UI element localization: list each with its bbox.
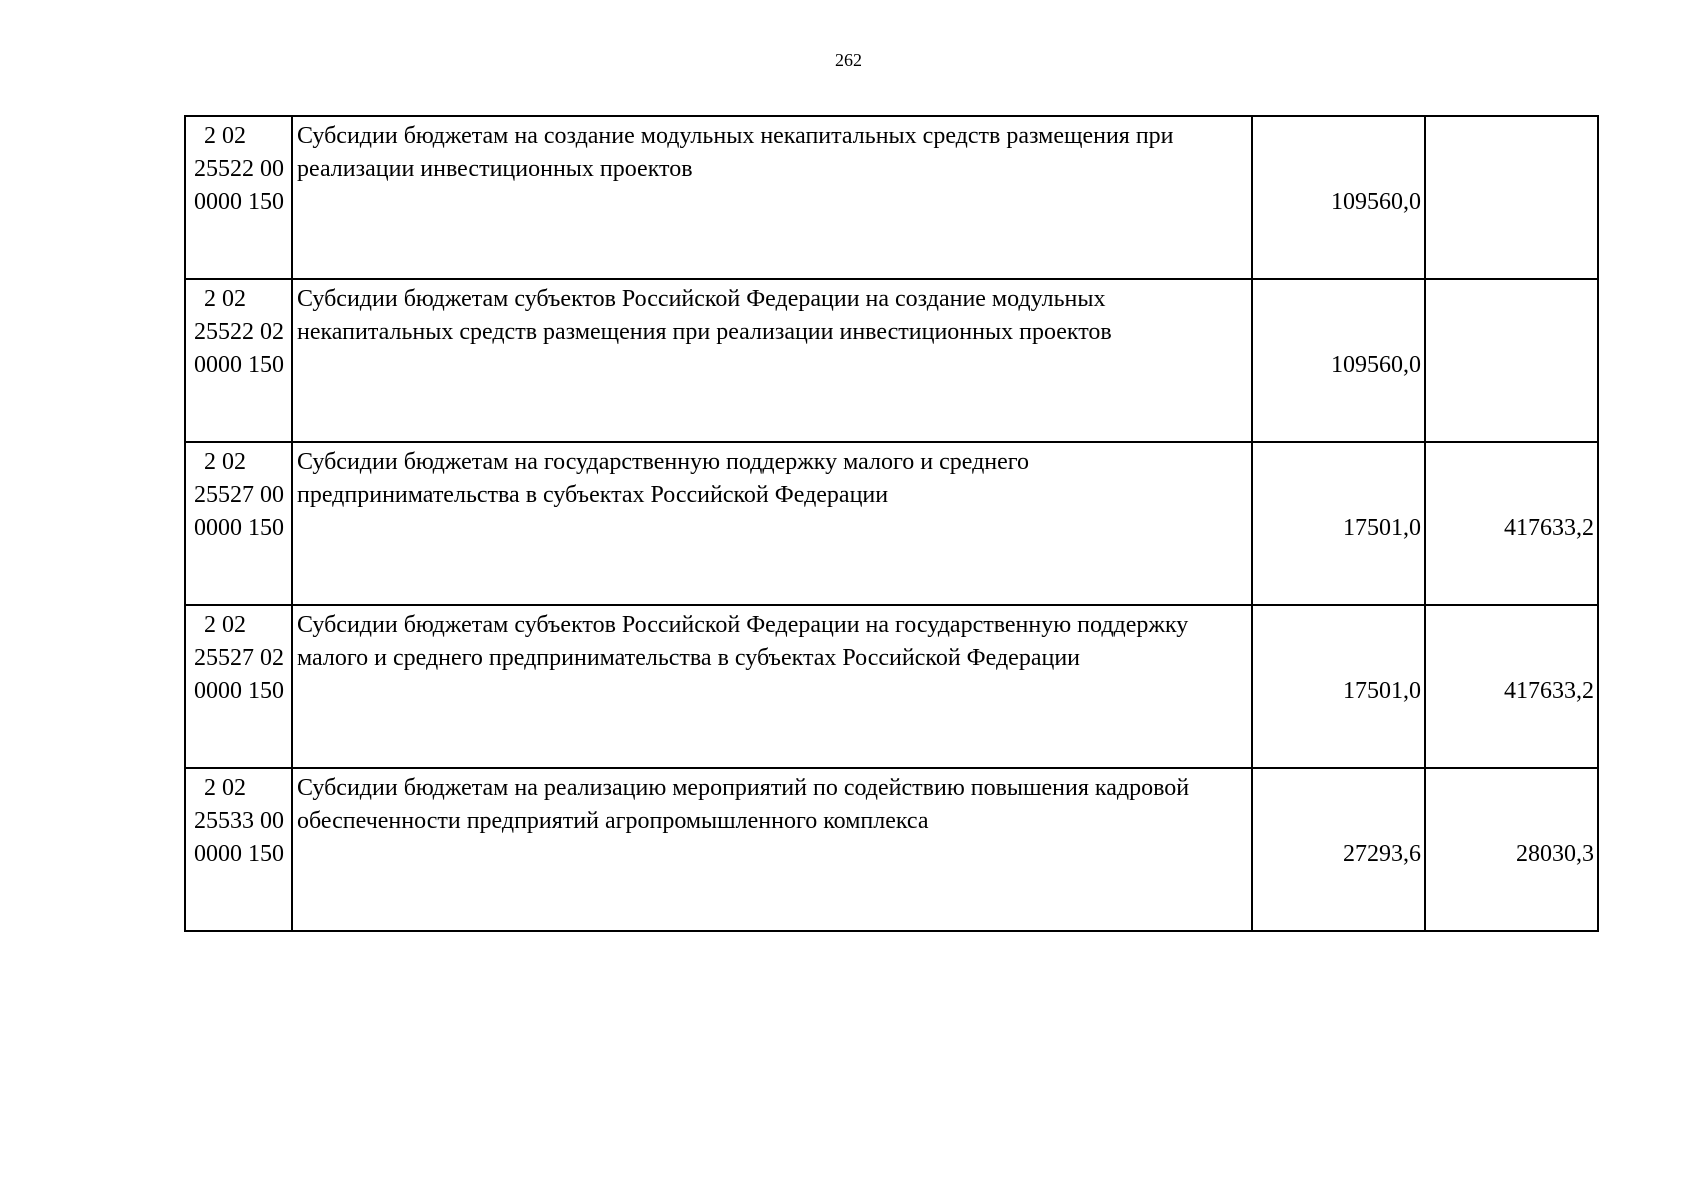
code-cell bbox=[185, 442, 292, 605]
amount-cell-2 bbox=[1425, 442, 1598, 605]
amount-cell-1 bbox=[1252, 442, 1425, 605]
code-line: 25522 00 bbox=[194, 156, 284, 182]
code-line: 25527 00 bbox=[194, 482, 284, 508]
amount-cell-1 bbox=[1252, 116, 1425, 279]
code-line: 25527 02 bbox=[194, 645, 284, 671]
code-line: 2 02 bbox=[204, 775, 246, 801]
code-line: 25522 02 bbox=[194, 319, 284, 345]
amount-value: 17501,0 bbox=[1343, 678, 1421, 704]
amount-cell-2 bbox=[1425, 768, 1598, 931]
code-cell bbox=[185, 768, 292, 931]
code-line: 0000 150 bbox=[194, 678, 284, 704]
amount-value: 109560,0 bbox=[1331, 352, 1421, 378]
page-number: 262 bbox=[835, 50, 862, 70]
code-line: 0000 150 bbox=[194, 189, 284, 215]
amount-cell-2 bbox=[1425, 279, 1598, 442]
table-row bbox=[185, 605, 1598, 768]
description-cell: Субсидии бюджетам субъектов Российской Федерации на государственную поддержку малого и среднего предпринимательства в субъектах Российской Федерации bbox=[292, 605, 1252, 768]
code-line: 25533 00 bbox=[194, 808, 284, 834]
table-row bbox=[185, 768, 1598, 931]
code-line: 0000 150 bbox=[194, 841, 284, 867]
amount-value: 417633,2 bbox=[1504, 515, 1594, 541]
code-line: 2 02 bbox=[204, 286, 246, 312]
budget-table bbox=[184, 115, 1599, 932]
amount-cell-1 bbox=[1252, 279, 1425, 442]
table-row bbox=[185, 116, 1598, 279]
amount-cell-2 bbox=[1425, 116, 1598, 279]
description-cell: Субсидии бюджетам на государственную поддержку малого и среднего предпринимательства в субъектах Российской Федерации bbox=[292, 442, 1252, 605]
amount-value: 28030,3 bbox=[1516, 841, 1594, 867]
table-row bbox=[185, 279, 1598, 442]
description-cell: Субсидии бюджетам на создание модульных некапитальных средств размещения при реализации инвестиционных проектов bbox=[292, 116, 1252, 279]
amount-value: 109560,0 bbox=[1331, 189, 1421, 215]
code-cell bbox=[185, 279, 292, 442]
code-cell bbox=[185, 605, 292, 768]
code-line: 0000 150 bbox=[194, 352, 284, 378]
code-line: 2 02 bbox=[204, 612, 246, 638]
amount-value: 27293,6 bbox=[1343, 841, 1421, 867]
amount-value: 17501,0 bbox=[1343, 515, 1421, 541]
description-cell: Субсидии бюджетам на реализацию мероприятий по содействию повышения кадровой обеспеченности предприятий агропромышленного комплекса bbox=[292, 768, 1252, 931]
code-cell bbox=[185, 116, 292, 279]
amount-cell-1 bbox=[1252, 768, 1425, 931]
description-cell: Субсидии бюджетам субъектов Российской Федерации на создание модульных некапитальных средств размещения при реализации инвестиционных проектов bbox=[292, 279, 1252, 442]
amount-cell-2 bbox=[1425, 605, 1598, 768]
amount-cell-1 bbox=[1252, 605, 1425, 768]
code-line: 2 02 bbox=[204, 449, 246, 475]
code-line: 2 02 bbox=[204, 123, 246, 149]
amount-value: 417633,2 bbox=[1504, 678, 1594, 704]
code-line: 0000 150 bbox=[194, 515, 284, 541]
table-row bbox=[185, 442, 1598, 605]
